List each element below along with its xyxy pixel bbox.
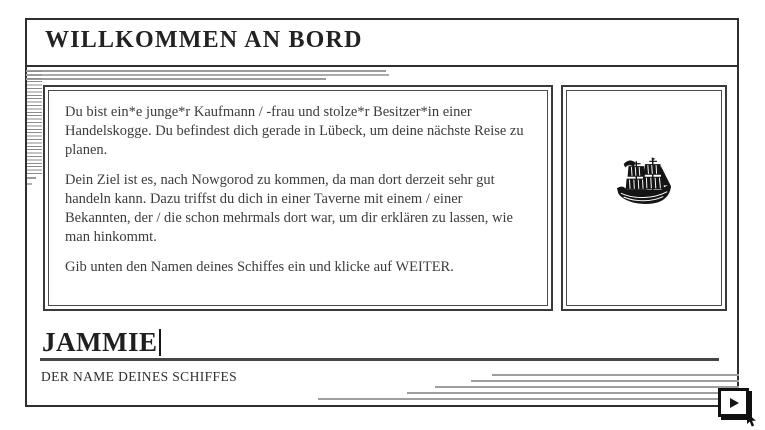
placeholder-line: [27, 177, 36, 179]
intro-paragraph: Du bist ein*e junge*r Kaufmann / -frau und stolze*r Besitzer*in einer Handelskogge. Du befindest dich gerade in Lübeck, um deine nächste Reise zu planen.: [65, 104, 524, 158]
play-triangle-icon: [730, 398, 739, 408]
placeholder-line: [26, 70, 386, 72]
ship-image-inner: [566, 90, 722, 306]
placeholder-line: [27, 183, 32, 185]
ship-name-value[interactable]: [42, 326, 161, 358]
title-bar: [27, 20, 737, 67]
placeholder-line: [471, 380, 739, 382]
intro-paragraph: Gib unten den Namen deines Schiffes ein und klicke auf WEITER.: [65, 259, 454, 275]
sailing-ship-icon: [615, 157, 673, 214]
placeholder-line: [407, 392, 739, 394]
placeholder-line: [492, 374, 739, 376]
ship-name-label: DER NAME DEINES SCHIFFES: [41, 369, 237, 384]
ship-name-text: JAMMIE: [42, 326, 158, 357]
placeholder-line: [435, 386, 739, 388]
placeholder-line: [318, 398, 739, 400]
placeholder-line: [26, 78, 326, 80]
placeholder-line: [26, 74, 389, 76]
intro-text-inner: [48, 90, 548, 306]
input-underline[interactable]: [40, 358, 719, 361]
intro-text-panel: [43, 85, 553, 311]
mouse-pointer-icon: [746, 413, 757, 430]
next-button[interactable]: [718, 388, 749, 417]
page-title: WILLKOMMEN AN BORD: [45, 27, 363, 53]
text-caret: [159, 329, 161, 356]
intro-paragraph: Dein Ziel ist es, nach Nowgorod zu kommen, da man dort derzeit sehr gut handeln kann. Dazu triffst du dich in einer Taverne mit einem / einer Bekannten, der / die schon mehrmals dort war, um dir erklären zu lassen, wie man hinkommt.: [65, 172, 513, 245]
ship-image-panel: [561, 85, 727, 311]
hatch-decoration: [27, 71, 42, 174]
